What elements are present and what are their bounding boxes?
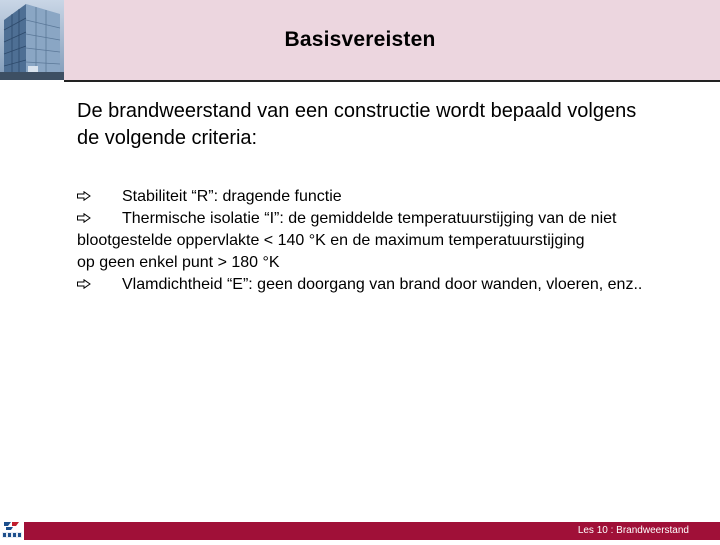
building-photo <box>0 0 64 80</box>
footer-lesson-label: Les 10 : Brandweerstand <box>577 525 689 536</box>
intro-line: De brandweerstand van een constructie wordt bepaald volgens <box>77 100 637 122</box>
fede-logo <box>0 520 24 540</box>
bullet-continuation: op geen enkel punt > 180 °K <box>77 254 280 271</box>
bullet-text: Vlamdichtheid “E”: geen doorgang van brand door wanden, vloeren, enz.. <box>122 276 643 293</box>
list-item <box>77 208 713 230</box>
hollow-right-arrow-icon <box>77 274 122 296</box>
bullet-continuation: blootgestelde oppervlakte < 140 °K en de maximum temperatuurstijging <box>77 232 585 249</box>
slide-title: Basisvereisten <box>284 28 436 51</box>
hollow-right-arrow-icon <box>77 186 122 208</box>
bullet-text: Thermische isolatie “I”: de gemiddelde temperatuurstijging van de niet <box>122 210 617 227</box>
intro-text <box>77 98 707 152</box>
list-item <box>77 274 713 296</box>
list-item <box>77 186 713 208</box>
criteria-list <box>77 186 713 296</box>
bullet-text: Stabiliteit “R”: dragende functie <box>122 188 342 205</box>
footer-band <box>24 522 720 540</box>
intro-line: de volgende criteria: <box>77 127 258 149</box>
header-rule <box>64 80 720 82</box>
hollow-right-arrow-icon <box>77 208 122 230</box>
